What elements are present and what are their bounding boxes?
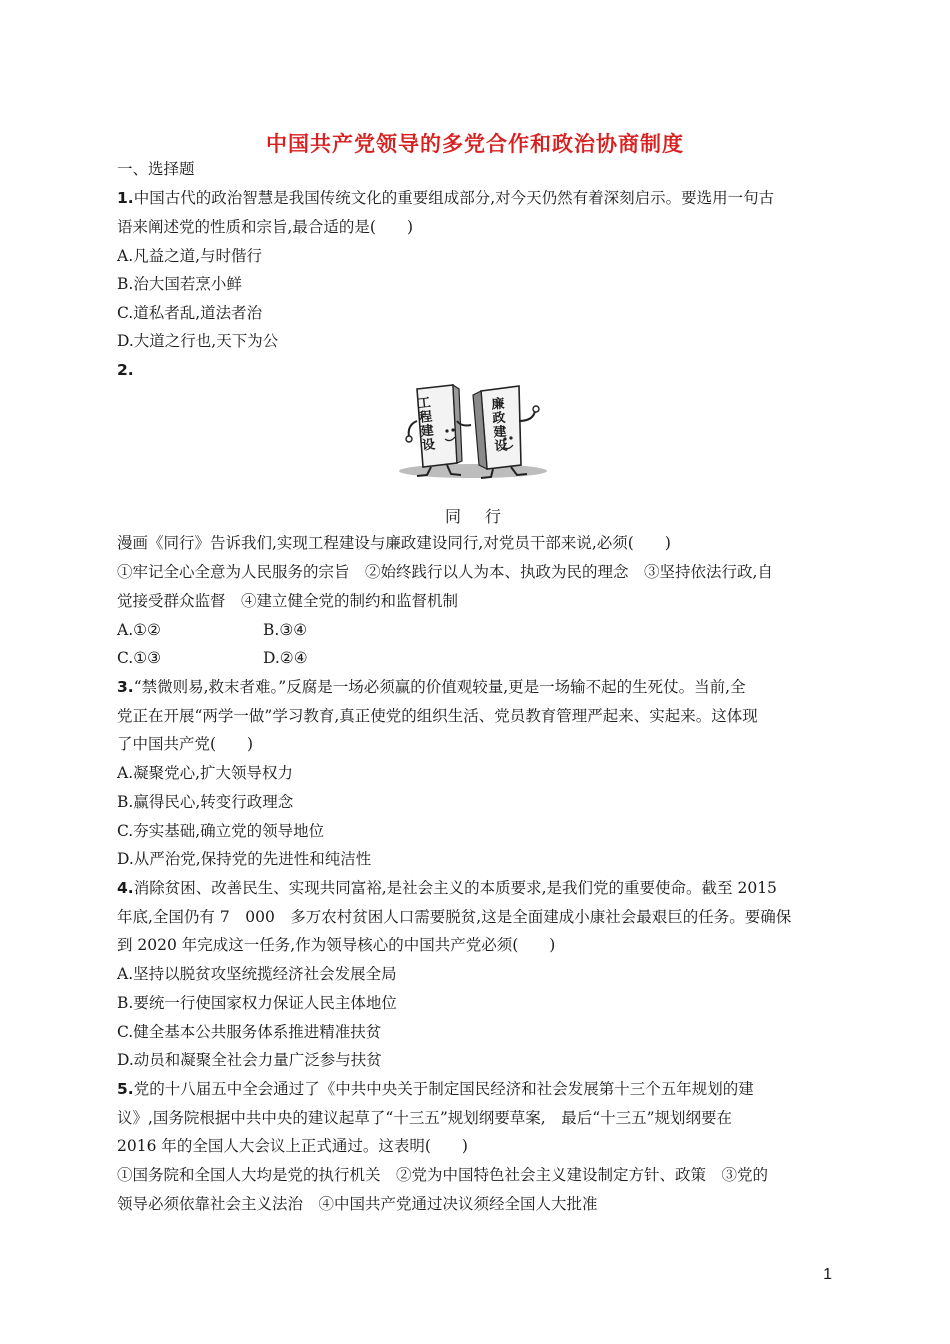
q3-option-c: C.夯实基础,确立党的领导地位 bbox=[117, 822, 325, 840]
q2-stem-line1: 漫画《同行》告诉我们,实现工程建设与廉政建设同行,对党员干部来说,必须( ) bbox=[117, 534, 671, 552]
q1-stem-line2: 语来阐述党的性质和宗旨,最合适的是( ) bbox=[117, 218, 414, 236]
q4-stem-line2: 年底,全国仍有 7 000 多万农村贫困人口需要脱贫,这是全面建成小康社会最艰巨的任务。要确保 bbox=[117, 908, 792, 926]
q3-option-a: A.凝聚党心,扩大领导权力 bbox=[117, 764, 294, 782]
q4-option-c: C.健全基本公共服务体系推进精准扶贫 bbox=[117, 1023, 382, 1041]
q3-stem-line2: 党正在开展“两学一做”学习教育,真正使党的组织生活、党员教育管理严起来、实起来。这体现 bbox=[117, 707, 758, 725]
q5-items-line1: ①国务院和全国人大均是党的执行机关 ②党为中国特色社会主义建设制定方针、政策 ③党的 bbox=[117, 1166, 769, 1184]
q4-option-d: D.动员和凝聚全社会力量广泛参与扶贫 bbox=[117, 1051, 382, 1069]
comic-sign-left-text: 工程建设 bbox=[417, 395, 436, 454]
q3-option-b: B.赢得民心,转变行政理念 bbox=[117, 793, 294, 811]
q5-stem-line2: 议》,国务院根据中共中央的建议起草了“十三五”规划纲要草案, 最后“十三五”规划纲要在 bbox=[117, 1109, 733, 1127]
q1-option-c: C.道私者乱,道法者治 bbox=[117, 304, 263, 322]
q1-option-d: D.大道之行也,天下为公 bbox=[117, 332, 279, 350]
comic-sign-right-text: 廉政建设 bbox=[490, 396, 508, 455]
q5-stem-line1: 5.党的十八届五中全会通过了《中共中央关于制定国民经济和社会发展第十三个五年规划的建 bbox=[117, 1080, 754, 1098]
q3-option-d: D.从严治党,保持党的先进性和纯洁性 bbox=[117, 850, 372, 868]
q5-items-line2: 领导必须依靠社会主义法治 ④中国共产党通过决议须经全国人大批准 bbox=[117, 1195, 598, 1213]
section-heading: 一、选择题 bbox=[117, 160, 195, 178]
q2-option-d: D.②④ bbox=[263, 649, 308, 667]
q1-option-a: A.凡益之道,与时偕行 bbox=[117, 247, 263, 265]
q3-stem-line3: 了中国共产党( ) bbox=[117, 735, 254, 753]
q3-stem-line1: 3.“禁微则易,救末者难。”反腐是一场必须赢的价值观较量,更是一场输不起的生死仗。当前,全 bbox=[117, 678, 746, 696]
q4-option-b: B.要统一行使国家权力保证人民主体地位 bbox=[117, 994, 397, 1012]
q1-number: 1. bbox=[117, 189, 134, 207]
comic-caption: 同 行 bbox=[444, 507, 505, 526]
q5-stem-line3: 2016 年的全国人大会议上正式通过。这表明( ) bbox=[117, 1137, 468, 1155]
q4-stem-line3: 到 2020 年完成这一任务,作为领导核心的中国共产党必须( ) bbox=[117, 936, 556, 954]
q4-stem-line1: 4.消除贫困、改善民生、实现共同富裕,是社会主义的本质要求,是我们党的重要使命。截至 2015 bbox=[117, 879, 777, 897]
q2-option-a: A.①② bbox=[117, 621, 161, 639]
page-number: 1 bbox=[823, 1266, 832, 1283]
q2-option-c: C.①③ bbox=[117, 649, 162, 667]
page-title: 中国共产党领导的多党合作和政治协商制度 bbox=[266, 132, 684, 156]
q1-option-b: B.治大国若烹小鲜 bbox=[117, 275, 242, 293]
q5-number: 5. bbox=[117, 1080, 134, 1098]
q1-stem-line1: 1.中国古代的政治智慧是我国传统文化的重要组成部分,对今天仍然有着深刻启示。要选用一句古 bbox=[117, 189, 775, 207]
q4-option-a: A.坚持以脱贫攻坚统揽经济社会发展全局 bbox=[117, 965, 397, 983]
q3-number: 3. bbox=[117, 678, 134, 696]
q4-number: 4. bbox=[117, 879, 134, 897]
q2-option-b: B.③④ bbox=[263, 621, 308, 639]
q2-items-line1: ①牢记全心全意为人民服务的宗旨 ②始终践行以人为本、执政为民的理念 ③坚持依法行政,自 bbox=[117, 563, 773, 581]
q2-items-line2: 觉接受群众监督 ④建立健全党的制约和监督机制 bbox=[117, 592, 459, 610]
q2-number: 2. bbox=[117, 361, 134, 379]
